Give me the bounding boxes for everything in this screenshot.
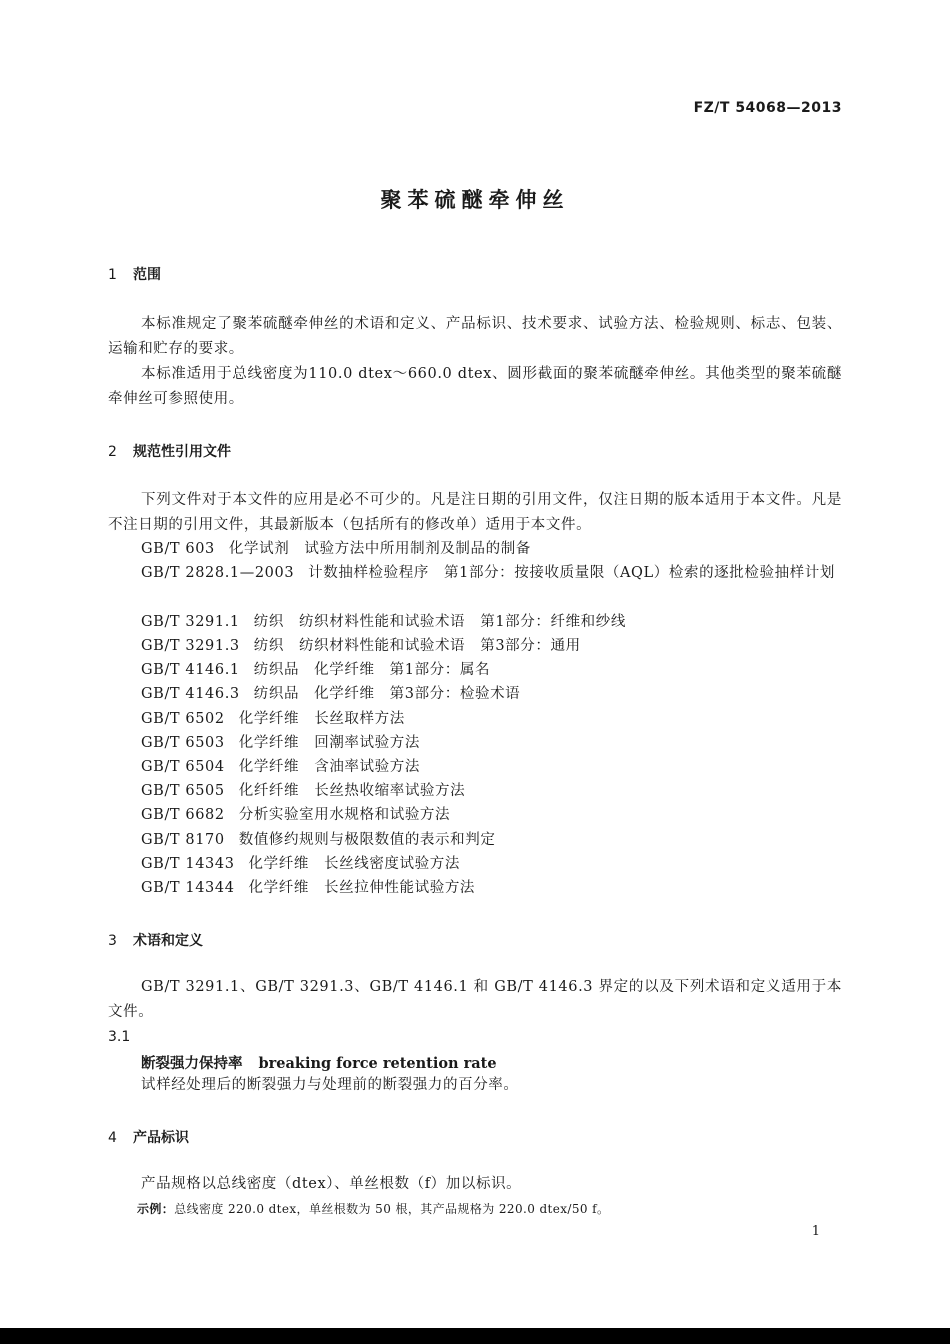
reference-code: GB/T 3291.3	[141, 638, 240, 654]
term-definition: 试样经处理后的断裂强力与处理前的断裂强力的百分率。	[141, 1077, 519, 1093]
reference-code: GB/T 4146.1	[141, 662, 240, 678]
section-number: 2	[108, 444, 117, 460]
reference-item	[141, 828, 495, 853]
reference-item	[141, 610, 626, 635]
reference-code: GB/T 14344	[141, 880, 235, 896]
section-number: 1	[108, 267, 117, 283]
reference-title: 化学纤维 回潮率试验方法	[238, 735, 420, 751]
section-number: 4	[108, 1130, 117, 1146]
paragraph: 产品规格以总线密度（dtex）、单丝根数（f）加以标识。	[141, 1176, 522, 1192]
paragraph: 本标准适用于总线密度为110.0 dtex～660.0 dtex、圆形截面的聚苯硫醚牵伸丝。其他类型的聚苯硫醚牵伸丝可参照使用。	[108, 366, 842, 407]
reference-item	[141, 537, 531, 562]
reference-title: 数值修约规则与极限数值的表示和判定	[238, 832, 496, 848]
standard-code: FZ/T 54068—2013	[693, 100, 842, 116]
reference-item	[141, 682, 520, 707]
reference-code: GB/T 4146.3	[141, 686, 240, 702]
reference-title: 纺织品 化学纤维 第1部分：属名	[253, 662, 491, 678]
reference-item	[141, 779, 465, 804]
reference-item	[141, 876, 475, 901]
reference-code: GB/T 14343	[141, 856, 235, 872]
term-heading	[141, 1052, 497, 1073]
example-note	[137, 1200, 609, 1217]
reference-item	[141, 803, 450, 828]
reference-item	[108, 561, 842, 586]
section-3-heading	[108, 930, 203, 950]
bottom-border-bar	[0, 1328, 950, 1344]
reference-code: GB/T 6504	[141, 759, 225, 775]
document-title: 聚苯硫醚牵伸丝	[380, 188, 570, 212]
section-1-heading	[108, 264, 161, 284]
section-title: 范围	[133, 267, 161, 283]
reference-code: GB/T 6502	[141, 711, 225, 727]
reference-title: 纺织 纺织材料性能和试验术语 第3部分：通用	[253, 638, 581, 654]
example-label: 示例：	[137, 1202, 175, 1216]
reference-title: 化纤纤维 长丝热收缩率试验方法	[238, 783, 466, 799]
reference-item	[141, 634, 581, 659]
section-2-heading	[108, 441, 231, 461]
reference-item	[141, 707, 405, 732]
section-number: 3	[108, 933, 117, 949]
reference-item	[141, 658, 490, 683]
reference-title: 化学纤维 长丝取样方法	[238, 711, 405, 727]
reference-item	[141, 852, 460, 877]
reference-title: 化学试剂 试验方法中所用制剂及制品的制备	[228, 541, 531, 557]
reference-code: GB/T 603	[141, 541, 215, 557]
term-zh: 断裂强力保持率	[141, 1056, 243, 1072]
section-title: 术语和定义	[133, 933, 203, 949]
reference-title: 化学纤维 长丝拉伸性能试验方法	[248, 880, 476, 896]
reference-title: 化学纤维 长丝线密度试验方法	[248, 856, 460, 872]
reference-code: GB/T 8170	[141, 832, 225, 848]
paragraph: 下列文件对于本文件的应用是必不可少的。凡是注日期的引用文件，仅注日期的版本适用于本文件。凡是不注日期的引用文件，其最新版本（包括所有的修改单）适用于本文件。	[108, 492, 842, 533]
reference-code: GB/T 6682	[141, 807, 225, 823]
reference-title: 化学纤维 含油率试验方法	[238, 759, 420, 775]
example-text: 总线密度 220.0 dtex，单丝根数为 50 根，其产品规格为 220.0 dtex/50 f。	[174, 1202, 610, 1216]
page-number: 1	[811, 1224, 820, 1239]
reference-title: 纺织品 化学纤维 第3部分：检验术语	[253, 686, 521, 702]
reference-code: GB/T 6505	[141, 783, 225, 799]
section-title: 规范性引用文件	[133, 444, 231, 460]
section-4-heading	[108, 1127, 189, 1147]
reference-title: 分析实验室用水规格和试验方法	[238, 807, 451, 823]
reference-title: 纺织 纺织材料性能和试验术语 第1部分：纤维和纱线	[253, 614, 626, 630]
reference-code: GB/T 2828.1—2003	[141, 565, 295, 581]
paragraph: 本标准规定了聚苯硫醚牵伸丝的术语和定义、产品标识、技术要求、试验方法、检验规则、标志、包装、运输和贮存的要求。	[108, 316, 842, 357]
term-number: 3.1	[108, 1029, 131, 1045]
reference-code: GB/T 3291.1	[141, 614, 240, 630]
section-title: 产品标识	[133, 1130, 189, 1146]
reference-item	[141, 731, 420, 756]
reference-item	[141, 755, 420, 780]
reference-title: 计数抽样检验程序 第1部分：按接收质量限（AQL）检索的逐批检验抽样计划	[308, 565, 835, 581]
paragraph: GB/T 3291.1、GB/T 3291.3、GB/T 4146.1 和 GB/T 4146.3 界定的以及下列术语和定义适用于本文件。	[108, 979, 842, 1020]
reference-code: GB/T 6503	[141, 735, 225, 751]
term-en: breaking force retention rate	[258, 1055, 497, 1072]
